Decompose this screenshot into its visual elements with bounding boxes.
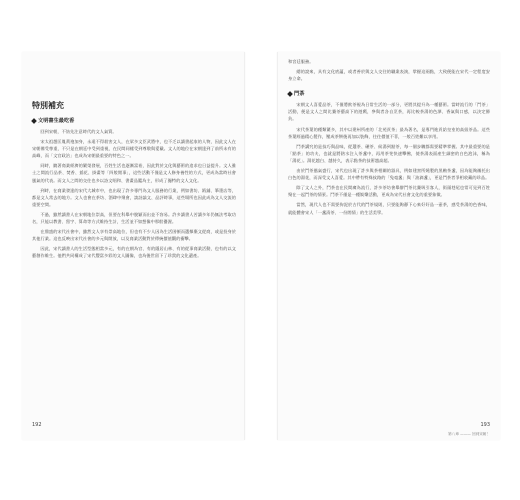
right-page-content: [288, 58, 490, 219]
paragraph: 在鼎盛的宋代社會中，雖然文人享有崇高地位，但也有不少人因為生活困頓而選擇棄文從商，或是投身於其他行業。這也反映出宋代社會的多元與開放，以及商業活動對於傳統價值觀的衝擊。: [32, 229, 236, 242]
subhead-label: 門茶: [294, 91, 305, 98]
paragraph: 不過，雖然讀書人在宋朝地位崇高，但要在科舉中脫穎而出並不容易。許多讀書人苦讀多年仍無法考取功名，只能以教書、寫字、算命等方式維持生計，生活並不如想像中那般優渥。: [32, 211, 236, 225]
section-title: 特別補充: [32, 101, 64, 110]
diamond-bullet-icon: [287, 91, 293, 97]
paragraph: 總的說來，具有文化底蘊，或者善於與文人交往的職業表演，掌握這兩點，大致便能在宋代一定程度安身立命。: [288, 69, 490, 82]
paragraph: 同時，隨著商業經濟的繁榮發展，百姓生活也逐漸富裕，因此對於文化與藝術的追求也日益提升。文人雅士之間流行品茶、焚香、插花、掛畫等「四般閒事」，這些活動不僅是文人修身養性的方式，更成為當時社會風氣的代表。而文人之間的交往也多以詩文唱和、書畫品鑑為主，形成了獨特的文人文化。: [32, 163, 236, 183]
paragraph: 除了文人之外，鬥茶也在民間廣為流行，許多茶坊會舉辦鬥茶比賽吸引客人，街頭巷尾也常可見到百姓聚在一起鬥茶的情景。鬥茶不僅是一種娛樂活動，更成為宋代社會文化的重要象徵。: [288, 185, 490, 198]
left-page-content: [32, 100, 236, 263]
running-footer: 第八章 ——— 回到宋朝！: [448, 432, 490, 436]
paragraph: 鬥茶講究的是技巧與品味，從選茶、碾茶、候湯到點茶，每一個步驟都需要精準掌握。其中最重要的是「點茶」的功夫，也就是將熱水注入茶盞中，再用茶筅快速擊拂，使茶湯表面產生細密的白色泡沫，稱為「湯花」。湯花越白、越持久，表示點茶的技術越高超。: [288, 143, 490, 163]
paragraph: 回到宋朝，不妨先注意時代的文人氣質。: [40, 129, 117, 134]
paragraph: 當然，現代人也不需要拘泥於古代的鬥茶規則，只要能夠靜下心來好好品一壺茶，感受茶湯的色香味，就能體會宋人「一盞清茶、一份閒情」的生活美學。: [288, 202, 490, 215]
paragraph: 宋太祖趙匡胤黃袍加身，永遠不得殺害文人，在眾多文臣武將中，也不乏以讀書起家的人物，因此文人在宋朝備受尊重，不只是在朝廷中受到重視，在民間同樣受到尊敬與愛戴。文人的地位在宋朝達到了前所未有的高峰，而「文官政治」也成為宋朝最重要的特色之一。: [32, 139, 236, 159]
subhead-label: 文明書生最吃香: [38, 118, 75, 124]
page-number: 192: [32, 422, 42, 428]
book-spread: [22, 52, 500, 440]
subhead-right: [288, 90, 490, 97]
page-number: 193: [480, 422, 490, 428]
paragraph: 到時，在商業發達的宋代大城市中，也出現了許多專門為文人服務的行業，例如書坊、紙鋪、筆墨店等，都是文人常去的地方。文人也會在茶坊、酒肆中聚會，談詩論文、品評時事，這些場所也因此成為文人交流的重要空間。: [32, 187, 236, 207]
paragraph: 因此，宋代讀書人的生活型態相當多元，有的在朝為官、有的隱居山林、有的從事商業活動，也有的以文藝創作維生。他們共同構成了宋代豐富多彩的文人圖像，也為後世留下了珍貴的文化遺產。: [32, 246, 236, 259]
right-page: [277, 52, 500, 440]
diamond-bullet-icon: [31, 118, 37, 124]
paragraph: 宋朝文人喜愛品茶，不僅將飲茶視為日常生活的一部分，更將其提升為一種藝術。當時流行的「鬥茶」活動，便是文人之間比賽茶藝高下的遊戲，參與者各自烹茶，再比較茶湯的色澤、香氣與口感，以決定勝負。: [288, 102, 490, 122]
paragraph: 由於鬥茶風氣盛行，宋代也出現了許多與茶相關的器具，例如建窯所燒製的黑釉茶盞，因為能夠襯托出白色的湯花，而深受文人喜愛。其中帶有特殊紋路的「兔毫盞」與「油滴盞」，更是鬥茶者爭相收藏的珍品。: [288, 168, 490, 181]
paragraph: 和宮廷服務。: [288, 59, 314, 64]
paragraph: 宋代茶葉的種類繁多，其中以建州所產的「北苑貢茶」最為著名，是專門進貢給皇室的高級茶品。這些茶葉經過精心製作，壓成茶餅後再加以裝飾，往往價值不菲，一般百姓難以享用。: [288, 126, 490, 139]
left-page: [22, 52, 245, 440]
subhead-left: [32, 117, 236, 124]
